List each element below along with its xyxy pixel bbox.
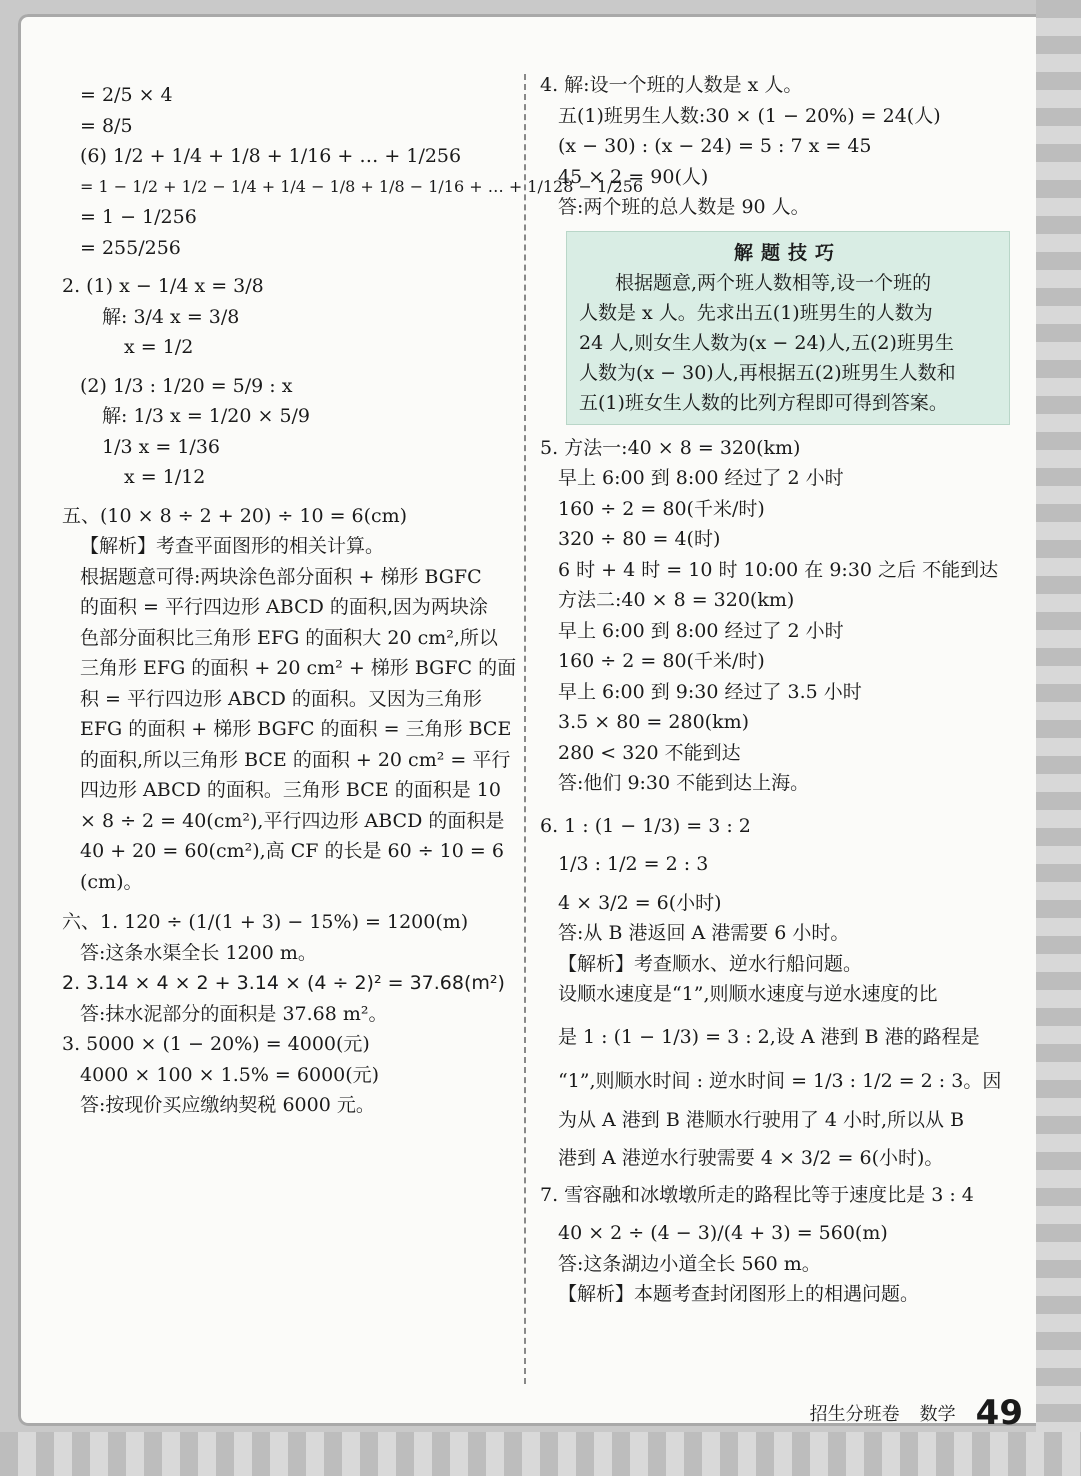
text-line: 320 ÷ 80 = 4(时) bbox=[558, 528, 721, 550]
tip-line: 人数是 x 人。先求出五(1)班男生的人数为 bbox=[579, 301, 933, 324]
text-line: 三角形 EFG 的面积 + 20 cm² + 梯形 BGFC 的面 bbox=[80, 657, 517, 679]
text-line: 280 < 320 不能到达 bbox=[558, 741, 741, 764]
analysis-label: 【解析】本题考查封闭图形上的相遇问题。 bbox=[558, 1283, 920, 1305]
text-line: “1”,则顺水时间 : 逆水时间 = 1/3 : 1/2 = 2 : 3。因 bbox=[558, 1070, 1002, 1092]
text-line: x = 1/2 bbox=[124, 336, 194, 358]
question-2-1: 2. (1) x − 1/4 x = 3/8 bbox=[62, 275, 264, 297]
answer-line: 答:从 B 港返回 A 港需要 6 小时。 bbox=[558, 922, 850, 944]
column-divider bbox=[524, 74, 526, 1384]
analysis-label: 【解析】考查顺水、逆水行船问题。 bbox=[558, 952, 863, 975]
text-line: × 8 ÷ 2 = 40(cm²),平行四边形 ABCD 的面积是 bbox=[80, 809, 505, 832]
tip-line: 根据题意,两个班人数相等,设一个班的 bbox=[615, 271, 932, 294]
question-2-2: (2) 1/3 : 1/20 = 5/9 : x bbox=[80, 374, 293, 397]
text-line: = 255/256 bbox=[80, 236, 181, 259]
text-line: 4000 × 100 × 1.5% = 6000(元) bbox=[80, 1063, 380, 1086]
text-line: 160 ÷ 2 = 80(千米/时) bbox=[558, 497, 765, 520]
text-line: 解: 1/3 x = 1/20 × 5/9 bbox=[102, 405, 311, 427]
text-line: 1/3 x = 1/36 bbox=[102, 435, 220, 458]
bottom-wavy-border bbox=[0, 1432, 1081, 1476]
footer-subject: 数学 bbox=[919, 1404, 956, 1425]
text-line: 根据题意可得:两块涂色部分面积 + 梯形 BGFC bbox=[80, 565, 482, 588]
text-line: 早上 6:00 到 8:00 经过了 2 小时 bbox=[558, 619, 844, 642]
text-line: 的面积 = 平行四边形 ABCD 的面积,因为两块涂 bbox=[80, 596, 488, 618]
text-line: 45 × 2 = 90(人) bbox=[558, 165, 709, 188]
text-line: = 1 − 1/256 bbox=[80, 206, 197, 228]
tip-line: 人数为(x − 30)人,再根据五(2)班男生人数和 bbox=[579, 361, 956, 384]
right-wavy-border bbox=[1036, 0, 1081, 1476]
answer-line: 答:按现价买应缴纳契税 6000 元。 bbox=[80, 1094, 375, 1116]
text-line: 色部分面积比三角形 EFG 的面积大 20 cm²,所以 bbox=[80, 626, 498, 649]
text-line: 解: 3/4 x = 3/8 bbox=[102, 305, 240, 328]
section-5-answer: 五、(10 × 8 ÷ 2 + 20) ÷ 10 = 6(cm) bbox=[62, 504, 408, 527]
text-line: 3.5 × 80 = 280(km) bbox=[558, 711, 750, 733]
section-6-q1: 六、1. 120 ÷ (1/(1 + 3) − 15%) = 1200(m) bbox=[62, 911, 469, 933]
text-line: 港到 A 港逆水行驶需要 4 × 3/2 = 6(小时)。 bbox=[558, 1147, 944, 1169]
text-line: = 8/5 bbox=[80, 114, 133, 137]
text-line: 160 ÷ 2 = 80(千米/时) bbox=[558, 650, 765, 672]
answer-line: 答:他们 9:30 不能到达上海。 bbox=[558, 772, 810, 794]
text-line: 五(1)班男生人数:30 × (1 − 20%) = 24(人) bbox=[558, 104, 941, 127]
text-line: 的面积,所以三角形 BCE 的面积 + 20 cm² = 平行 bbox=[80, 748, 511, 771]
tip-title: 解题技巧 bbox=[733, 241, 842, 264]
text-line: 四边形 ABCD 的面积。三角形 BCE 的面积是 10 bbox=[80, 779, 501, 801]
text-line: (x − 30) : (x − 24) = 5 : 7 x = 45 bbox=[558, 135, 872, 157]
text-line: = 1 − 1/2 + 1/2 − 1/4 + 1/4 − 1/8 + 1/8 − 1/16 + … + 1/128 − 1/256 bbox=[80, 176, 644, 196]
page-number: 49 bbox=[975, 1393, 1023, 1433]
text-line: 设顺水速度是“1”,则顺水速度与逆水速度的比 bbox=[558, 983, 938, 1005]
text-line: 为从 A 港到 B 港顺水行驶用了 4 小时,所以从 B bbox=[558, 1108, 965, 1131]
answer-line: 答:这条湖边小道全长 560 m。 bbox=[558, 1252, 821, 1275]
text-line: EFG 的面积 + 梯形 BGFC 的面积 = 三角形 BCE bbox=[80, 718, 512, 740]
text-line: 4 × 3/2 = 6(小时) bbox=[558, 891, 722, 914]
text-line: 方法二:40 × 8 = 320(km) bbox=[558, 589, 795, 611]
text-line: 早上 6:00 到 9:30 经过了 3.5 小时 bbox=[558, 680, 862, 703]
text-line: 40 × 2 ÷ (4 − 3)/(4 + 3) = 560(m) bbox=[558, 1222, 888, 1244]
section-6-q2: 2. 3.14 × 4 × 2 + 3.14 × (4 ÷ 2)² = 37.68(m²) bbox=[62, 972, 505, 994]
text-line: (cm)。 bbox=[80, 870, 143, 893]
answer-line: 答:抹水泥部分的面积是 37.68 m²。 bbox=[80, 1002, 388, 1025]
text-line: 1/3 : 1/2 = 2 : 3 bbox=[558, 853, 709, 875]
text-line: (6) 1/2 + 1/4 + 1/8 + 1/16 + … + 1/256 bbox=[80, 145, 462, 167]
text-line: 6 时 + 4 时 = 10 时 10:00 在 9:30 之后 不能到达 bbox=[558, 558, 999, 581]
text-line: 积 = 平行四边形 ABCD 的面积。又因为三角形 bbox=[80, 687, 482, 710]
question-5: 5. 方法一:40 × 8 = 320(km) bbox=[540, 436, 801, 459]
question-6: 6. 1 : (1 − 1/3) = 3 : 2 bbox=[540, 814, 751, 837]
text-line: 40 + 20 = 60(cm²),高 CF 的长是 60 ÷ 10 = 6 bbox=[80, 840, 504, 862]
answer-line: 答:这条水渠全长 1200 m。 bbox=[80, 941, 317, 964]
section-6-q3: 3. 5000 × (1 − 20%) = 4000(元) bbox=[62, 1033, 370, 1055]
text-line: 早上 6:00 到 8:00 经过了 2 小时 bbox=[558, 467, 844, 489]
footer-series: 招生分班卷 bbox=[809, 1404, 900, 1425]
tip-line: 五(1)班女生人数的比列方程即可得到答案。 bbox=[579, 391, 948, 414]
solution-tip-box bbox=[566, 231, 1010, 425]
text-line: x = 1/12 bbox=[124, 466, 206, 488]
right-column bbox=[540, 70, 1010, 1310]
analysis-label: 【解析】考查平面图形的相关计算。 bbox=[80, 535, 385, 557]
tip-line: 24 人,则女生人数为(x − 24)人,五(2)班男生 bbox=[579, 331, 954, 354]
text-line: 是 1 : (1 − 1/3) = 3 : 2,设 A 港到 B 港的路程是 bbox=[558, 1025, 980, 1048]
page-footer bbox=[810, 1393, 1023, 1433]
question-7: 7. 雪容融和冰墩墩所走的路程比等于速度比是 3 : 4 bbox=[540, 1183, 974, 1206]
question-4: 4. 解:设一个班的人数是 x 人。 bbox=[540, 74, 803, 96]
text-line: = 2/5 × 4 bbox=[80, 84, 173, 106]
answer-line: 答:两个班的总人数是 90 人。 bbox=[558, 196, 810, 218]
